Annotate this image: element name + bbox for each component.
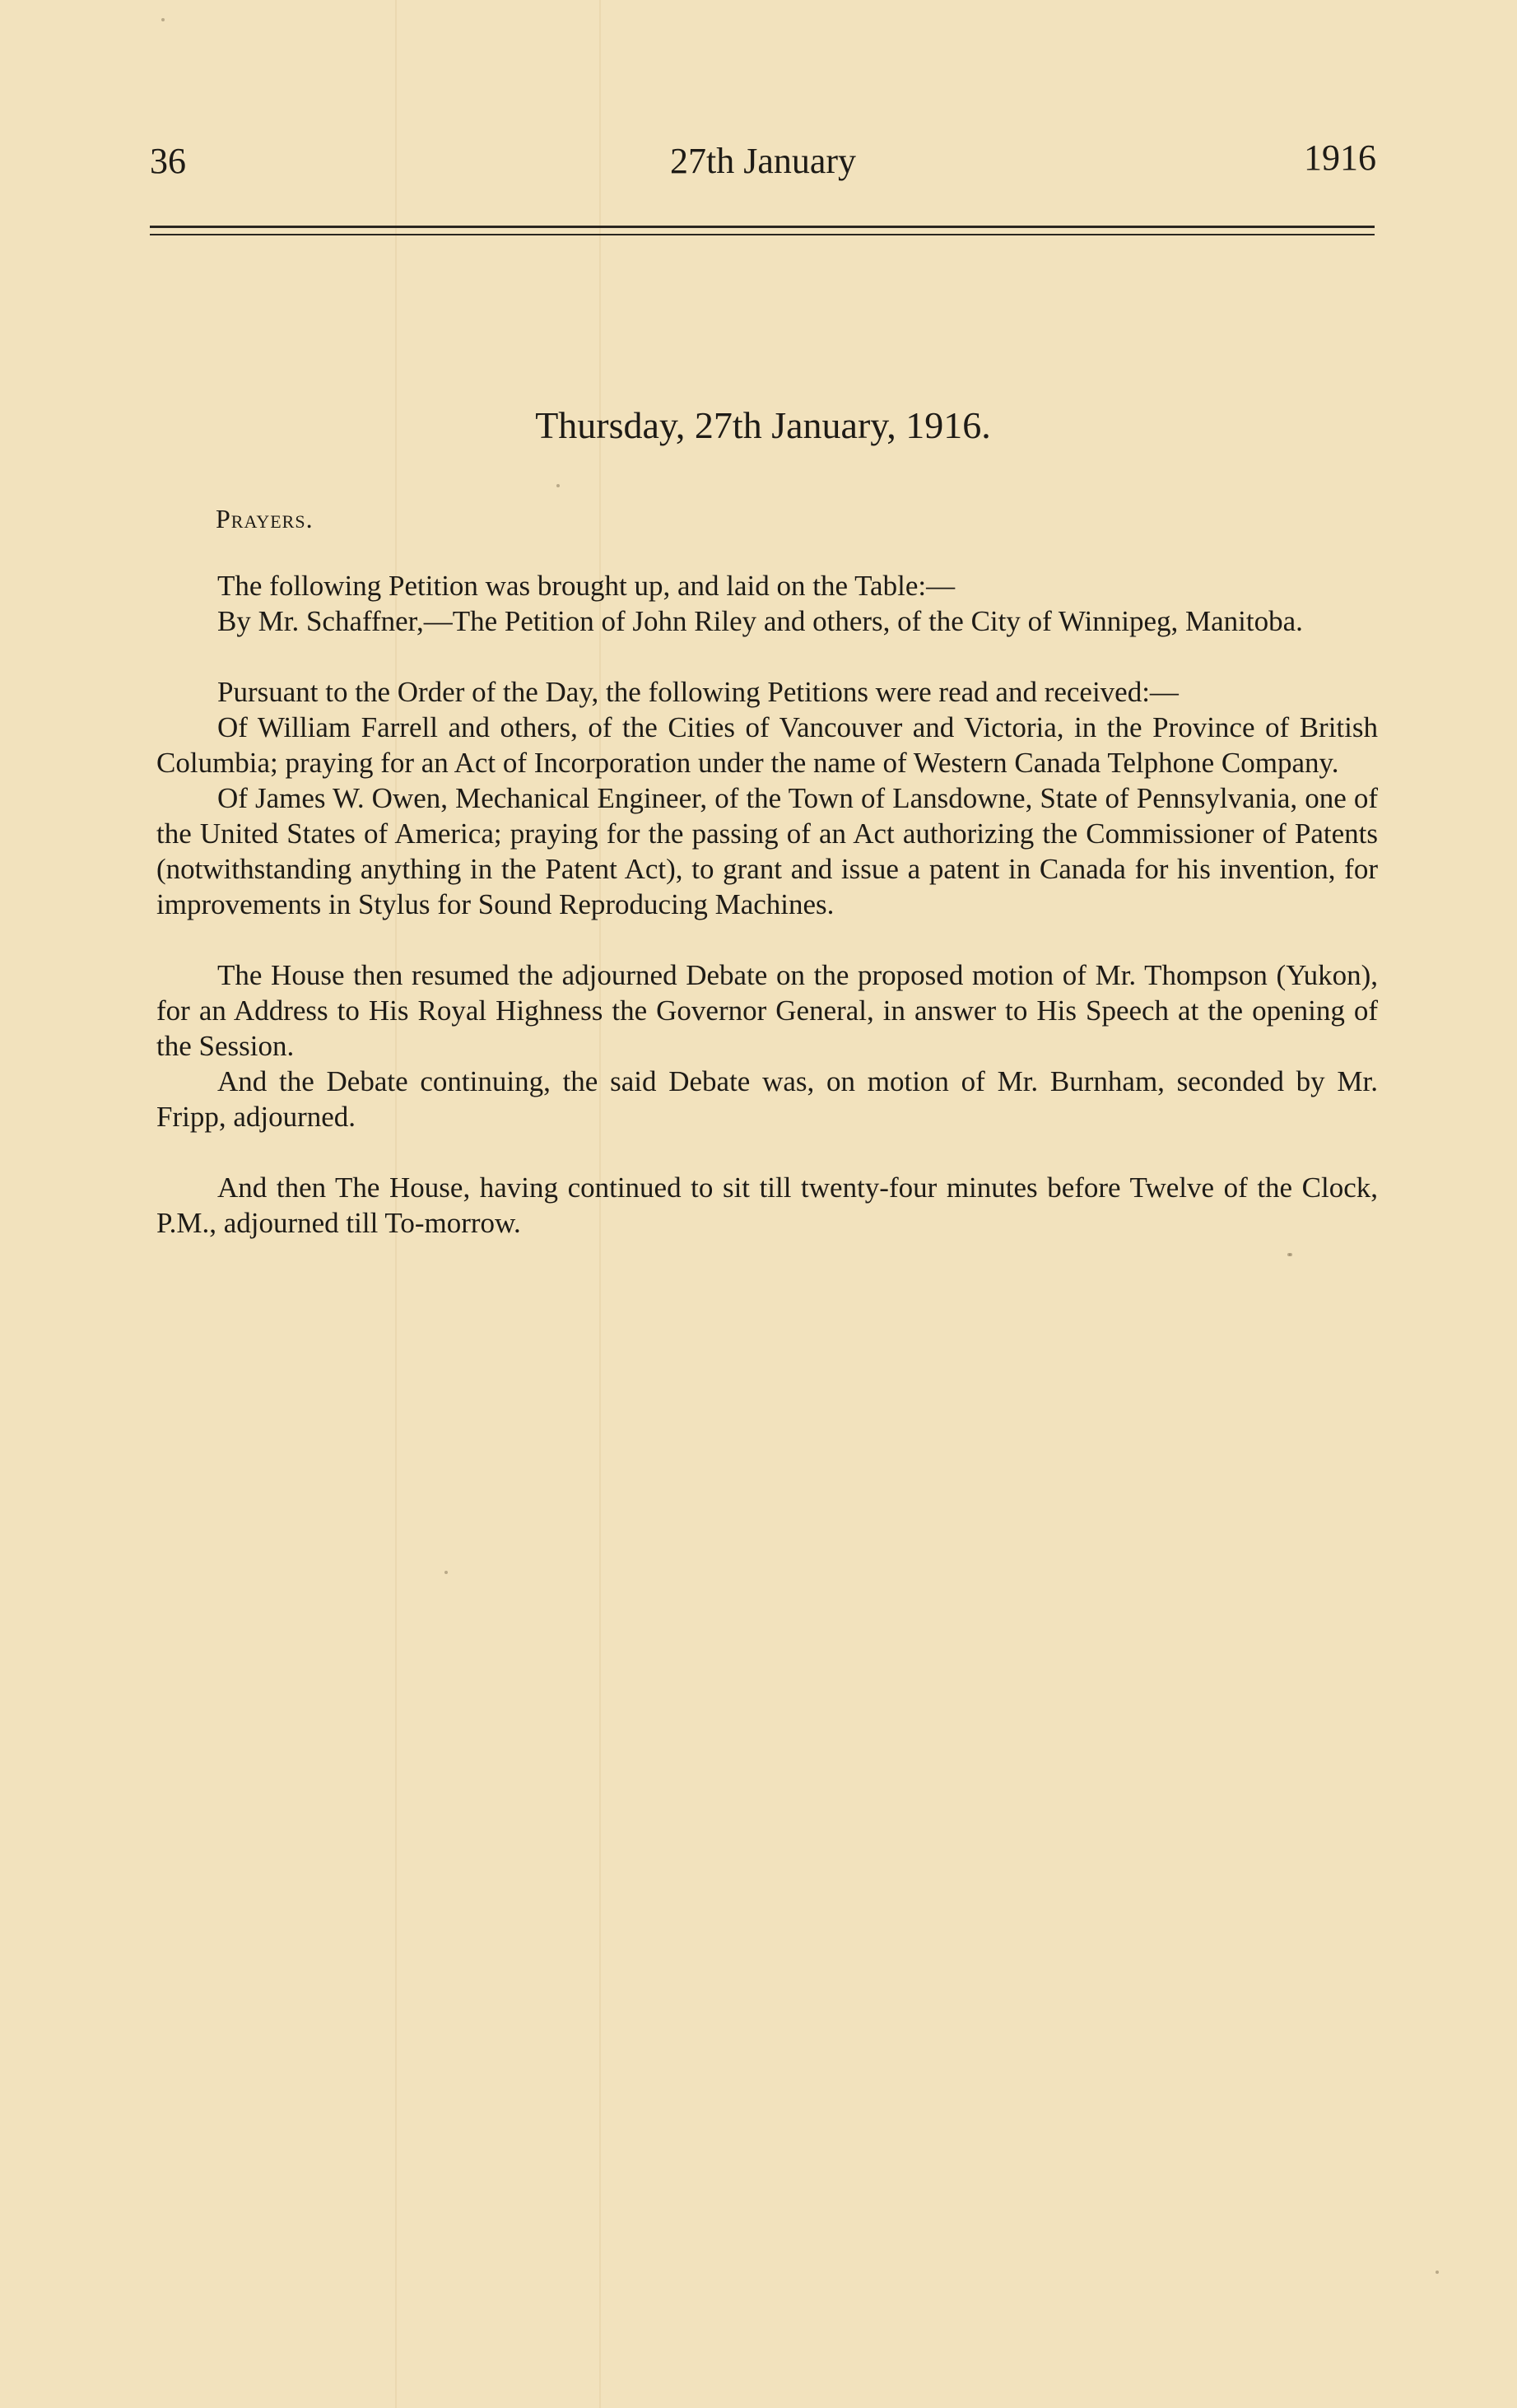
running-header bbox=[150, 137, 1376, 189]
day-heading: Thursday, 27th January, 1916. bbox=[535, 404, 991, 446]
paper-speck bbox=[1436, 2271, 1439, 2274]
proceedings-body bbox=[156, 568, 1378, 1241]
paragraph-schaffner-petition: By Mr. Schaffner,—The Petition of John Riley and others, of the City of Winnipeg, Manitoba. bbox=[217, 605, 1303, 637]
paragraph-owen-petition: Of James W. Owen, Mechanical Engineer, of the Town of Lansdowne, State of Pennsylvania, one of the United States of America; praying for the passing of an Act authorizing the Commissioner of Patents (notwithstanding anything in the Patent Act), to grant and issue a patent in Canada for his invention, for improvements in Stylus for Sound Reproducing Machines. bbox=[156, 782, 1378, 920]
header-rule-top bbox=[150, 226, 1375, 228]
paper-speck bbox=[161, 18, 165, 21]
paragraph-petition-intro: The following Petition was brought up, and laid on the Table:— bbox=[217, 570, 956, 602]
prayers-label: Prayers. bbox=[216, 504, 314, 533]
header-rule-bottom bbox=[150, 234, 1375, 235]
paragraph-debate-adjourned: And the Debate continuing, the said Debate was, on motion of Mr. Burnham, seconded by Mr. Fripp, adjourned. bbox=[156, 1065, 1378, 1133]
paragraph-house-adjourned: And then The House, having continued to sit till twenty-four minutes before Twelve of the Clock, P.M., adjourned till To-morrow. bbox=[156, 1171, 1378, 1239]
paper-speck bbox=[1287, 1253, 1291, 1256]
paragraph-farrell-petition: Of William Farrell and others, of the Cities of Vancouver and Victoria, in the Province of British Columbia; praying for an Act of Incorporation under the name of Western Canada Telphone Company. bbox=[156, 711, 1378, 779]
paragraph-order-of-day: Pursuant to the Order of the Day, the following Petitions were read and received:— bbox=[217, 676, 1179, 708]
paragraph-debate-resumed: The House then resumed the adjourned Debate on the proposed motion of Mr. Thompson (Yukon), for an Address to His Royal Highness the Governor General, in answer to His Speech at the opening of the Session. bbox=[156, 959, 1378, 1062]
paper-speck bbox=[556, 484, 560, 487]
paper-speck bbox=[444, 1571, 448, 1574]
header-year: 1916 bbox=[1304, 137, 1376, 178]
header-date: 27th January bbox=[669, 141, 857, 181]
page-number: 36 bbox=[150, 141, 186, 181]
